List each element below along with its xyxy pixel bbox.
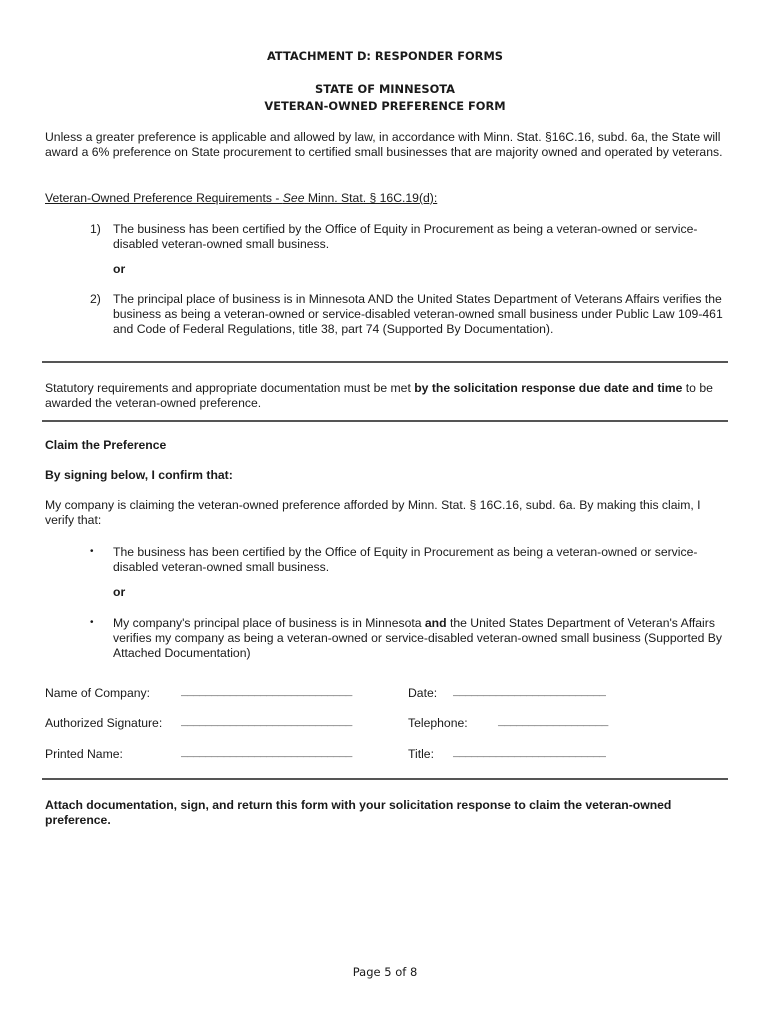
company-label: Name of Company: bbox=[45, 686, 150, 700]
telephone-field[interactable]: __________________ bbox=[498, 717, 608, 729]
statutory-bold: by the solicitation response due date and time bbox=[414, 381, 683, 395]
date-label: Date: bbox=[408, 686, 438, 700]
requirements-heading-see: See bbox=[282, 191, 305, 205]
signature-label: Authorized Signature: bbox=[45, 716, 163, 730]
confirm-heading: By signing below, I confirm that: bbox=[45, 468, 233, 482]
title-field[interactable]: _________________________ bbox=[453, 748, 606, 760]
claim-or: or bbox=[113, 585, 126, 599]
company-field[interactable]: ____________________________ bbox=[181, 687, 352, 699]
bullet-2-marker: • bbox=[90, 617, 94, 628]
divider-1 bbox=[42, 361, 728, 363]
requirements-heading-pre: Veteran-Owned Preference Requirements - bbox=[45, 191, 283, 205]
claim-statement: My company is claiming the veteran-owned preference afforded by Minn. Stat. § 16C.16, subd. 6a. By making this claim, I verify that: bbox=[45, 498, 701, 527]
printed-name-field[interactable]: ____________________________ bbox=[181, 748, 352, 760]
requirement-2-text: The principal place of business is in Minnesota AND the United States Department of Veterans Affairs verifies the business as being a veteran-owned or service-disabled veteran-owned small business under Public Law 109-461 and Code of Federal Regulations, title 38, part 74 (Supported By Documentation). bbox=[113, 292, 723, 336]
bullet-2-text bbox=[113, 616, 725, 661]
requirement-1-text: The business has been certified by the Office of Equity in Procurement as being a veteran-owned or service-disabled veteran-owned small business. bbox=[113, 222, 698, 251]
state-heading: STATE OF MINNESOTA bbox=[315, 82, 455, 96]
signature-field[interactable]: ____________________________ bbox=[181, 717, 352, 729]
requirement-1-number: 1) bbox=[90, 222, 101, 236]
statutory-paragraph bbox=[45, 381, 730, 411]
requirements-or: or bbox=[113, 262, 126, 276]
bullet-1-text: The business has been certified by the Office of Equity in Procurement as being a veteran-owned or service-disabled veteran-owned small business. bbox=[113, 545, 698, 574]
statutory-post: to be awarded the veteran-owned preference. bbox=[45, 381, 713, 410]
date-field[interactable]: _________________________ bbox=[453, 687, 606, 699]
requirement-2-number: 2) bbox=[90, 292, 101, 306]
statutory-pre: Statutory requirements and appropriate documentation must be met bbox=[45, 381, 415, 395]
bullet-2-post: the United States Department of Veteran's Affairs verifies my company as being a veteran-owned or service-disabled veteran-owned small business (Supported By Attached Documentation) bbox=[113, 616, 723, 660]
requirements-heading-post: Minn. Stat. § 16C.19(d): bbox=[304, 191, 438, 205]
telephone-label: Telephone: bbox=[408, 716, 468, 730]
intro-paragraph: Unless a greater preference is applicable and allowed by law, in accordance with Minn. Stat. §16C.16, subd. 6a, the State will award a 6% preference on State procurement to certified small businesses that are majority owned and operated by veterans. bbox=[45, 130, 723, 159]
divider-2 bbox=[42, 420, 728, 422]
attachment-heading: ATTACHMENT D: RESPONDER FORMS bbox=[267, 49, 503, 63]
printed-name-label: Printed Name: bbox=[45, 747, 123, 761]
bullet-2-pre: My company's principal place of business is in Minnesota bbox=[113, 616, 425, 630]
bullet-1-marker: • bbox=[90, 546, 94, 557]
divider-3 bbox=[42, 778, 728, 780]
page-number: Page 5 of 8 bbox=[352, 965, 418, 979]
form-title: VETERAN-OWNED PREFERENCE FORM bbox=[264, 99, 506, 113]
title-label: Title: bbox=[408, 747, 434, 761]
closing-instruction: Attach documentation, sign, and return this form with your solicitation response to claim the veteran-owned preference. bbox=[45, 798, 672, 827]
requirements-heading bbox=[45, 191, 730, 206]
bullet-2-bold: and bbox=[424, 616, 447, 630]
claim-heading: Claim the Preference bbox=[45, 438, 167, 452]
